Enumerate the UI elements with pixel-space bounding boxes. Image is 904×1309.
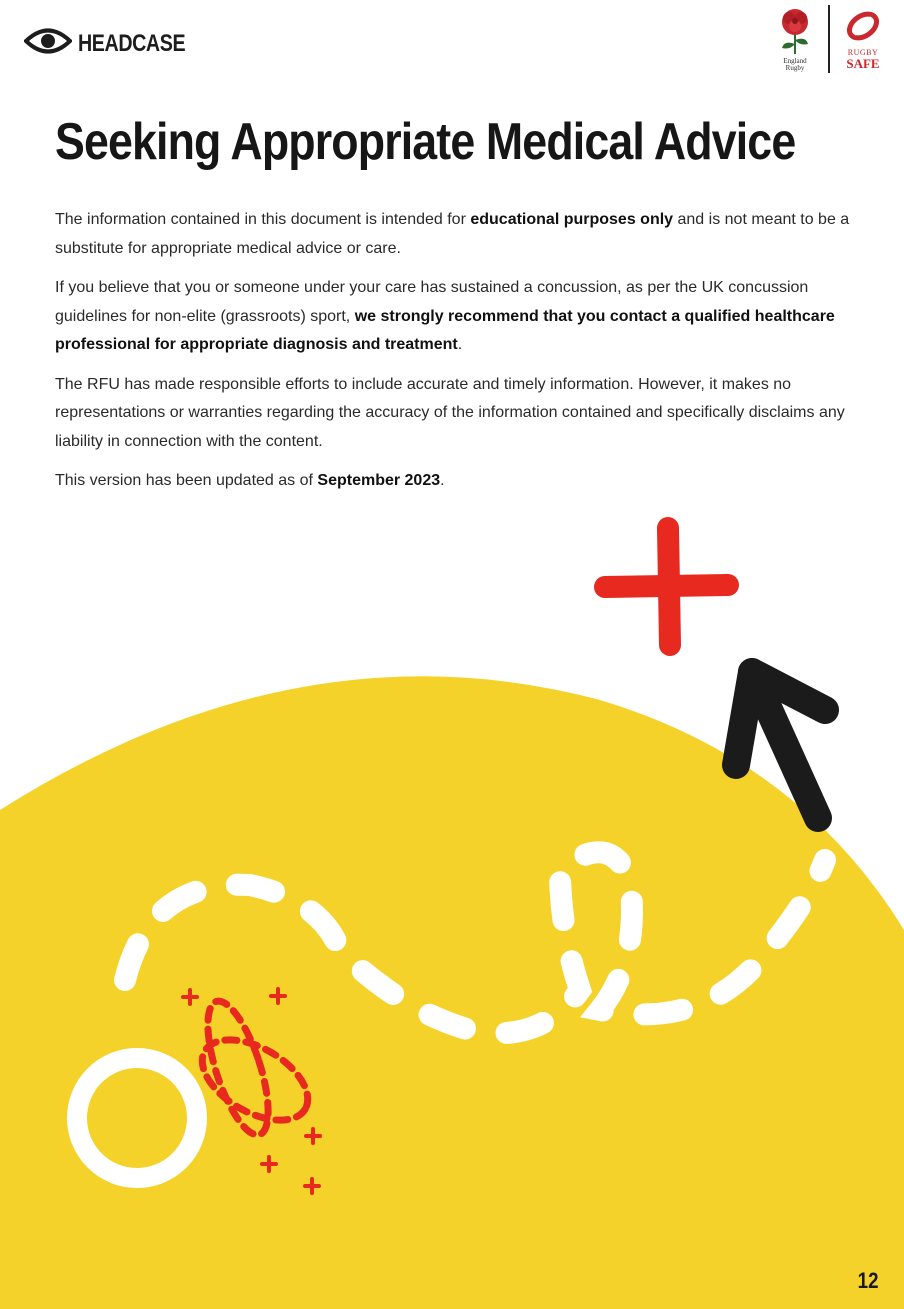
headcase-brand: HEADCASE <box>78 29 186 57</box>
england-rose-icon <box>776 4 814 58</box>
body-text <box>55 206 855 507</box>
england-rugby-logo <box>776 4 814 74</box>
red-cross-icon <box>605 528 728 645</box>
paragraph-4: This version has been updated as of September 2023. <box>55 472 445 489</box>
paragraph-2: If you believe that you or someone under your care has sustained a concussion, as per the UK concussion guidelines for non-elite (grassroots) sport, we strongly recommend that you contact a qualified healthcare professional for appropriate diagnosis and treatment. <box>55 279 835 353</box>
yellow-hill <box>0 676 904 1309</box>
england-rugby-caption: England Rugby <box>783 57 807 72</box>
partner-logos <box>776 4 882 74</box>
page-title: Seeking Appropriate Medical Advice <box>55 113 796 171</box>
logo-divider <box>828 5 830 73</box>
page-number: 12 <box>857 1268 878 1293</box>
eye-icon <box>24 26 72 61</box>
paragraph-1: The information contained in this document is intended for educational purposes only and is not meant to be a substitute for appropriate medical advice or care. <box>55 211 850 257</box>
rugby-safe-icon <box>844 4 882 48</box>
rugby-safe-logo: RUGBY SAFE <box>844 4 882 74</box>
decorative-illustration <box>0 500 904 1309</box>
paragraph-3: The RFU has made responsible efforts to include accurate and timely information. However, it makes no representations or warranties regarding the accuracy of the information contained and specifically disclaims any liability in connection with the content. <box>55 375 845 450</box>
headcase-logo <box>24 26 209 61</box>
